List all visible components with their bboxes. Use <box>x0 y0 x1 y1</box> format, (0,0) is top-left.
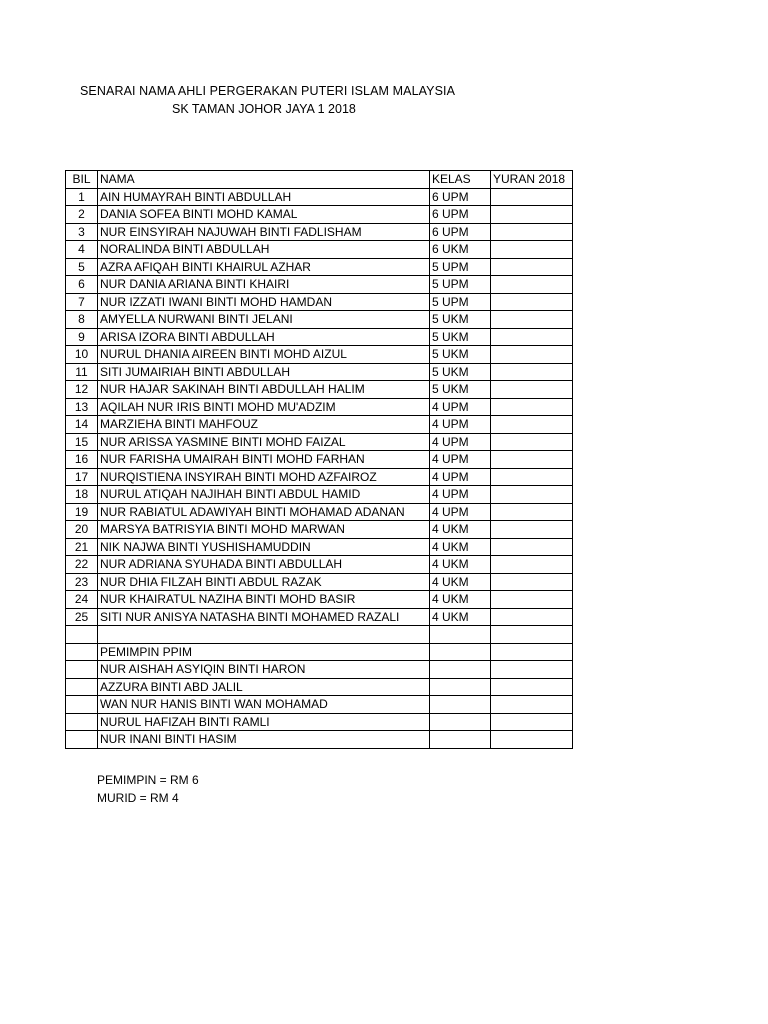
cell-empty <box>491 643 573 661</box>
cell-nama: AQILAH NUR IRIS BINTI MOHD MU'ADZIM <box>98 398 430 416</box>
cell-yuran <box>491 206 573 224</box>
cell-nama: NIK NAJWA BINTI YUSHISHAMUDDIN <box>98 538 430 556</box>
table-row <box>66 398 573 416</box>
table-row <box>66 223 573 241</box>
table-row <box>66 451 573 469</box>
cell-kelas: 4 UKM <box>430 521 491 539</box>
cell-kelas: 4 UPM <box>430 416 491 434</box>
cell-kelas: 5 UKM <box>430 328 491 346</box>
cell-bil: 13 <box>66 398 98 416</box>
document-title: SENARAI NAMA AHLI PERGERAKAN PUTERI ISLAM MALAYSIA <box>80 84 456 98</box>
cell-empty <box>430 713 491 731</box>
table-row <box>66 241 573 259</box>
cell-empty <box>66 678 98 696</box>
table-row <box>66 608 573 626</box>
cell-empty <box>430 678 491 696</box>
cell-leader-name: WAN NUR HANIS BINTI WAN MOHAMAD <box>98 696 430 714</box>
cell-nama: NURUL DHANIA AIREEN BINTI MOHD AIZUL <box>98 346 430 364</box>
cell-bil: 10 <box>66 346 98 364</box>
cell-bil: 7 <box>66 293 98 311</box>
cell-bil: 19 <box>66 503 98 521</box>
cell-yuran <box>491 293 573 311</box>
leader-row <box>66 678 573 696</box>
cell-yuran <box>491 661 573 679</box>
cell-bil: 24 <box>66 591 98 609</box>
cell-yuran <box>491 521 573 539</box>
cell-yuran <box>491 363 573 381</box>
blank-row <box>66 626 573 644</box>
cell-leader-name: NURUL HAFIZAH BINTI RAMLI <box>98 713 430 731</box>
cell-nama: NUR DANIA ARIANA BINTI KHAIRI <box>98 276 430 294</box>
table-row <box>66 573 573 591</box>
table-row <box>66 503 573 521</box>
cell-kelas: 6 UKM <box>430 241 491 259</box>
cell-nama: MARSYA BATRISYIA BINTI MOHD MARWAN <box>98 521 430 539</box>
cell-bil: 5 <box>66 258 98 276</box>
cell-nama: MARZIEHA BINTI MAHFOUZ <box>98 416 430 434</box>
table-row <box>66 591 573 609</box>
cell-kelas: 4 UPM <box>430 433 491 451</box>
cell-kelas: 5 UPM <box>430 293 491 311</box>
table-row <box>66 311 573 329</box>
cell-empty <box>491 626 573 644</box>
cell-bil: 23 <box>66 573 98 591</box>
cell-nama: ARISA IZORA BINTI ABDULLAH <box>98 328 430 346</box>
table-header-row <box>66 171 573 189</box>
table-row <box>66 258 573 276</box>
cell-bil: 1 <box>66 188 98 206</box>
cell-yuran <box>491 433 573 451</box>
cell-yuran <box>491 731 573 749</box>
cell-yuran <box>491 591 573 609</box>
cell-yuran <box>491 311 573 329</box>
cell-bil: 3 <box>66 223 98 241</box>
cell-nama: NUR IZZATI IWANI BINTI MOHD HAMDAN <box>98 293 430 311</box>
cell-bil: 16 <box>66 451 98 469</box>
cell-yuran <box>491 328 573 346</box>
cell-yuran <box>491 416 573 434</box>
cell-kelas: 5 UKM <box>430 346 491 364</box>
cell-kelas: 4 UKM <box>430 608 491 626</box>
cell-bil: 2 <box>66 206 98 224</box>
cell-yuran <box>491 678 573 696</box>
cell-kelas: 5 UPM <box>430 276 491 294</box>
cell-leader-name: NUR AISHAH ASYIQIN BINTI HARON <box>98 661 430 679</box>
table-row <box>66 433 573 451</box>
cell-kelas: 4 UKM <box>430 591 491 609</box>
leader-row <box>66 696 573 714</box>
cell-yuran <box>491 381 573 399</box>
cell-empty <box>430 696 491 714</box>
cell-kelas: 4 UPM <box>430 451 491 469</box>
cell-empty <box>66 696 98 714</box>
cell-kelas: 6 UPM <box>430 206 491 224</box>
cell-nama: NUR KHAIRATUL NAZIHA BINTI MOHD BASIR <box>98 591 430 609</box>
cell-yuran <box>491 223 573 241</box>
cell-yuran <box>491 556 573 574</box>
cell-kelas: 5 UKM <box>430 363 491 381</box>
header-yuran: YURAN 2018 <box>491 171 573 189</box>
cell-yuran <box>491 713 573 731</box>
document-subtitle: SK TAMAN JOHOR JAYA 1 2018 <box>172 102 356 116</box>
cell-yuran <box>491 241 573 259</box>
cell-bil: 11 <box>66 363 98 381</box>
cell-yuran <box>491 276 573 294</box>
fee-pemimpin: PEMIMPIN = RM 6 <box>97 773 199 787</box>
cell-nama: NUR FARISHA UMAIRAH BINTI MOHD FARHAN <box>98 451 430 469</box>
cell-empty <box>430 626 491 644</box>
cell-empty <box>66 731 98 749</box>
cell-bil: 15 <box>66 433 98 451</box>
cell-nama: NUR RABIATUL ADAWIYAH BINTI MOHAMAD ADANAN <box>98 503 430 521</box>
cell-nama: NURQISTIENA INSYIRAH BINTI MOHD AZFAIROZ <box>98 468 430 486</box>
cell-nama: NUR ARISSA YASMINE BINTI MOHD FAIZAL <box>98 433 430 451</box>
cell-yuran <box>491 346 573 364</box>
fee-murid: MURID = RM 4 <box>97 791 179 805</box>
header-kelas: KELAS <box>430 171 491 189</box>
leader-row <box>66 661 573 679</box>
cell-kelas: 6 UPM <box>430 223 491 241</box>
cell-yuran <box>491 468 573 486</box>
cell-kelas: 4 UKM <box>430 538 491 556</box>
header-nama: NAMA <box>98 171 430 189</box>
table-row <box>66 346 573 364</box>
cell-empty <box>66 626 98 644</box>
table-row <box>66 293 573 311</box>
leaders-heading-row <box>66 643 573 661</box>
header-bil: BIL <box>66 171 98 189</box>
leaders-heading: PEMIMPIN PPIM <box>98 643 430 661</box>
table-row <box>66 381 573 399</box>
table-row <box>66 538 573 556</box>
cell-nama: NUR DHIA FILZAH BINTI ABDUL RAZAK <box>98 573 430 591</box>
fee-notes <box>97 771 199 807</box>
cell-bil: 4 <box>66 241 98 259</box>
cell-yuran <box>491 486 573 504</box>
cell-nama: AMYELLA NURWANI BINTI JELANI <box>98 311 430 329</box>
cell-nama: SITI JUMAIRIAH BINTI ABDULLAH <box>98 363 430 381</box>
cell-leader-name: NUR INANI BINTI HASIM <box>98 731 430 749</box>
table-row <box>66 521 573 539</box>
table-row <box>66 416 573 434</box>
cell-yuran <box>491 398 573 416</box>
cell-leader-name: AZZURA BINTI ABD JALIL <box>98 678 430 696</box>
cell-empty <box>430 643 491 661</box>
table-row <box>66 363 573 381</box>
cell-kelas: 6 UPM <box>430 188 491 206</box>
cell-bil: 22 <box>66 556 98 574</box>
table-row <box>66 468 573 486</box>
cell-yuran <box>491 258 573 276</box>
table-row <box>66 556 573 574</box>
leader-row <box>66 713 573 731</box>
table-row <box>66 328 573 346</box>
cell-nama: SITI NUR ANISYA NATASHA BINTI MOHAMED RAZALI <box>98 608 430 626</box>
cell-empty <box>66 661 98 679</box>
cell-bil: 20 <box>66 521 98 539</box>
cell-kelas: 4 UPM <box>430 503 491 521</box>
cell-empty <box>430 731 491 749</box>
cell-kelas: 4 UPM <box>430 486 491 504</box>
table-row <box>66 188 573 206</box>
cell-bil: 6 <box>66 276 98 294</box>
cell-kelas: 4 UKM <box>430 556 491 574</box>
cell-kelas: 4 UPM <box>430 398 491 416</box>
cell-empty <box>66 643 98 661</box>
cell-yuran <box>491 451 573 469</box>
cell-kelas: 5 UPM <box>430 258 491 276</box>
table-row <box>66 276 573 294</box>
cell-bil: 21 <box>66 538 98 556</box>
cell-bil: 14 <box>66 416 98 434</box>
member-table <box>65 170 573 749</box>
cell-yuran <box>491 696 573 714</box>
table-row <box>66 486 573 504</box>
cell-bil: 12 <box>66 381 98 399</box>
cell-yuran <box>491 538 573 556</box>
leader-row <box>66 731 573 749</box>
cell-nama: DANIA SOFEA BINTI MOHD KAMAL <box>98 206 430 224</box>
cell-bil: 18 <box>66 486 98 504</box>
cell-bil: 8 <box>66 311 98 329</box>
cell-nama: NUR ADRIANA SYUHADA BINTI ABDULLAH <box>98 556 430 574</box>
cell-bil: 17 <box>66 468 98 486</box>
cell-nama: NUR HAJAR SAKINAH BINTI ABDULLAH HALIM <box>98 381 430 399</box>
cell-kelas: 5 UKM <box>430 381 491 399</box>
cell-nama: NORALINDA BINTI ABDULLAH <box>98 241 430 259</box>
cell-empty <box>430 661 491 679</box>
cell-kelas: 5 UKM <box>430 311 491 329</box>
cell-bil: 25 <box>66 608 98 626</box>
cell-nama: NUR EINSYIRAH NAJUWAH BINTI FADLISHAM <box>98 223 430 241</box>
cell-nama: NURUL ATIQAH NAJIHAH BINTI ABDUL HAMID <box>98 486 430 504</box>
cell-kelas: 4 UPM <box>430 468 491 486</box>
cell-yuran <box>491 608 573 626</box>
cell-kelas: 4 UKM <box>430 573 491 591</box>
cell-yuran <box>491 503 573 521</box>
cell-empty <box>98 626 430 644</box>
cell-bil: 9 <box>66 328 98 346</box>
table-row <box>66 206 573 224</box>
cell-yuran <box>491 573 573 591</box>
cell-nama: AZRA AFIQAH BINTI KHAIRUL AZHAR <box>98 258 430 276</box>
cell-nama: AIN HUMAYRAH BINTI ABDULLAH <box>98 188 430 206</box>
cell-yuran <box>491 188 573 206</box>
cell-empty <box>66 713 98 731</box>
